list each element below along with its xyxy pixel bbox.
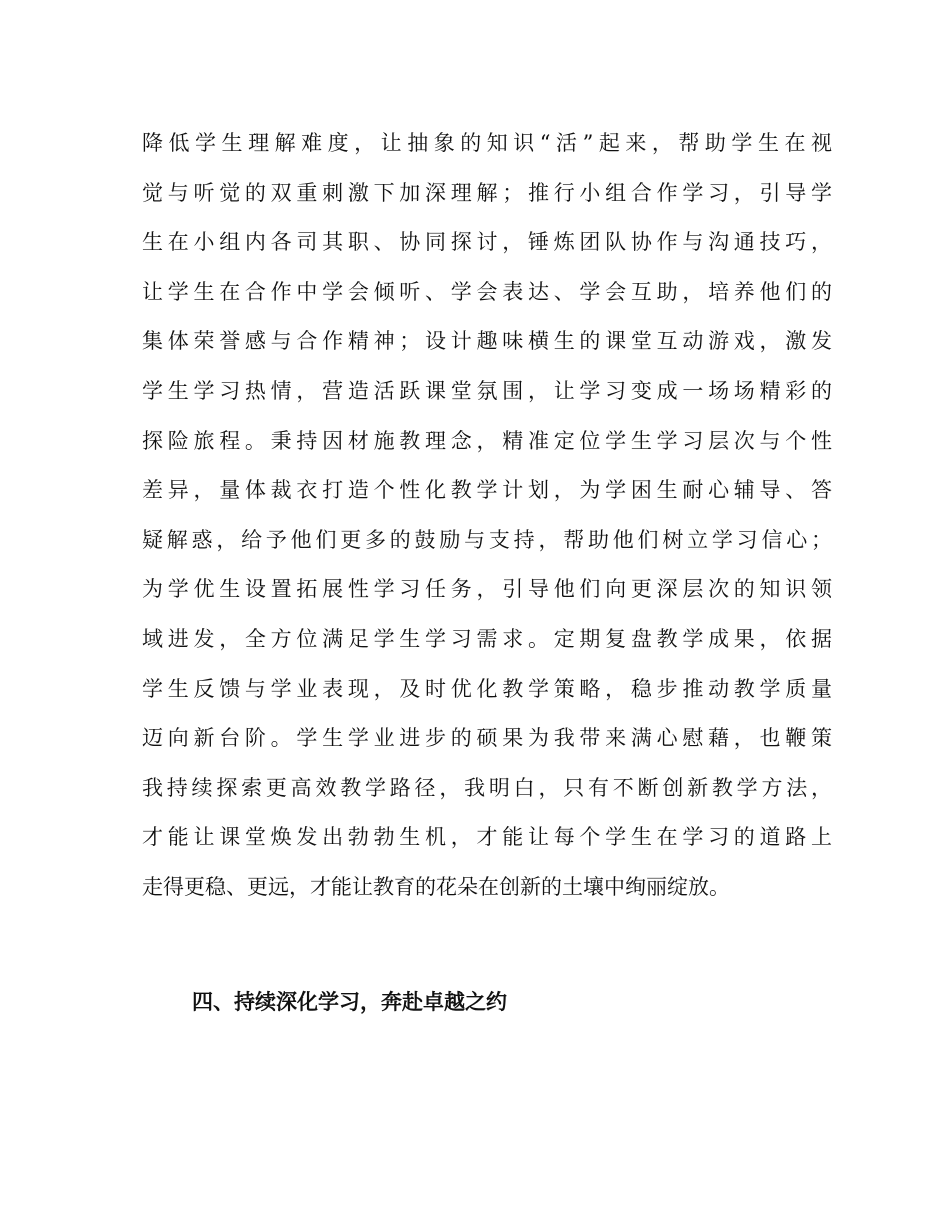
section-heading: 四、持续深化学习，奔赴卓越之约 <box>192 990 507 1014</box>
paragraph-line: 疑解惑，给予他们更多的鼓励与支持，帮助他们树立学习信心； <box>142 527 832 552</box>
paragraph-line: 学生学习热情，营造活跃课堂氛围，让学习变成一场场精彩的 <box>142 378 832 403</box>
paragraph-line: 域进发，全方位满足学生学习需求。定期复盘教学成果，依据 <box>142 626 832 651</box>
paragraph-line: 学生反馈与学业表现，及时优化教学策略，稳步推动教学质量 <box>142 676 832 701</box>
paragraph-line: 降低学生理解难度，让抽象的知识“活”起来，帮助学生在视 <box>142 131 832 155</box>
paragraph-line: 迈向新台阶。学生学业进步的硕果为我带来满心慰藉，也鞭策 <box>142 726 832 751</box>
paragraph-line: 觉与听觉的双重刺激下加深理解；推行小组合作学习，引导学 <box>142 180 832 205</box>
paragraph-line: 集体荣誉感与合作精神；设计趣味横生的课堂互动游戏，激发 <box>142 329 832 354</box>
paragraph-line: 让学生在合作中学会倾听、学会表达、学会互助，培养他们的 <box>142 279 832 304</box>
paragraph-line: 才能让课堂焕发出勃勃生机，才能让每个学生在学习的道路上 <box>142 825 832 850</box>
paragraph-line: 走得更稳、更远，才能让教育的花朵在创新的土壤中绚丽绽放。 <box>142 874 730 899</box>
body-paragraph <box>142 126 832 920</box>
paragraph-line: 我持续探索更高效教学路径，我明白，只有不断创新教学方法， <box>142 775 832 800</box>
paragraph-line: 探险旅程。秉持因材施教理念，精准定位学生学习层次与个性 <box>142 428 832 453</box>
paragraph-line: 为学优生设置拓展性学习任务，引导他们向更深层次的知识领 <box>142 577 832 602</box>
paragraph-line: 生在小组内各司其职、协同探讨，锤炼团队协作与沟通技巧， <box>142 230 832 255</box>
paragraph-line: 差异，量体裁衣打造个性化教学计划，为学困生耐心辅导、答 <box>142 478 832 503</box>
